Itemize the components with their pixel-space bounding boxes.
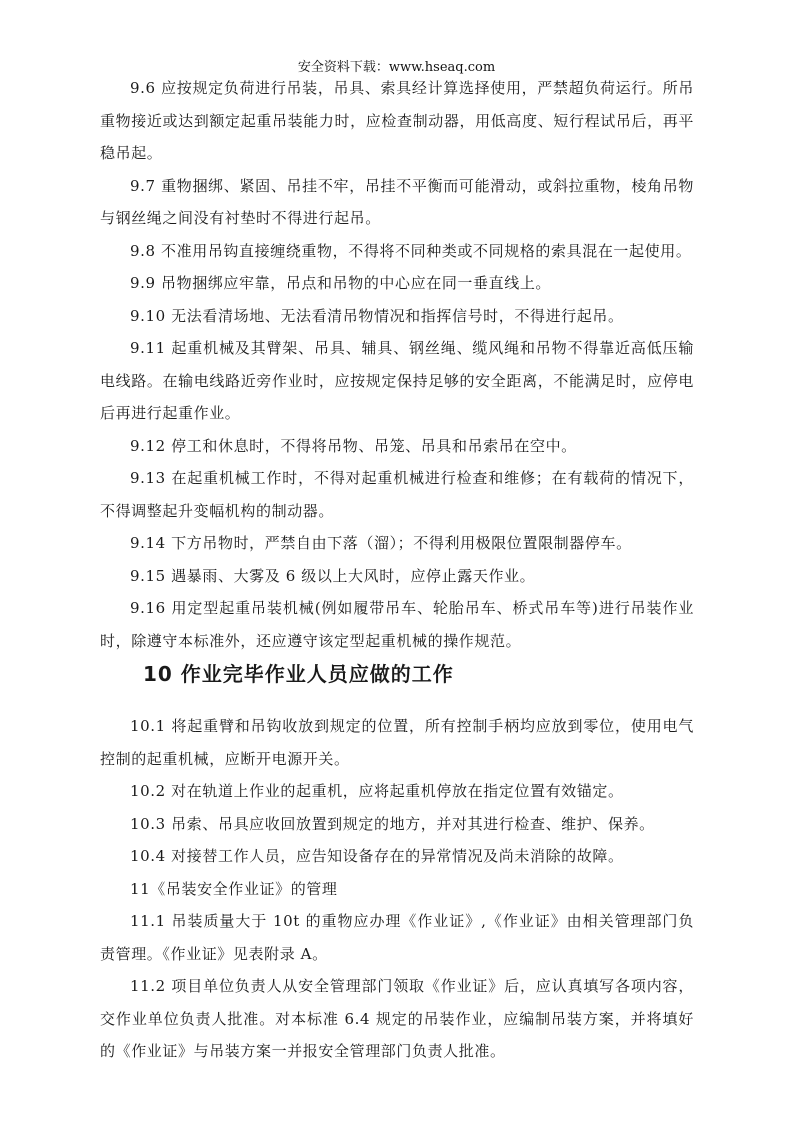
clause-9-14: 9.14 下方吊物时，严禁自由下落（溜）；不得利用极限位置限制器停车。	[130, 534, 632, 552]
page-header: 安全资料下载：www.hseaq.com	[297, 60, 496, 75]
clause-9-12: 9.12 停工和休息时，不得将吊物、吊笼、吊具和吊索吊在空中。	[130, 436, 577, 455]
clause-9-15: 9.15 遇暴雨、大雾及 6 级以上大风时，应停止露天作业。	[130, 566, 536, 585]
clause-9-6: 9.6 应按规定负荷进行吊装，吊具、索具经计算选择使用，严禁超负荷运行。所吊重物接近或达到额定起重吊装能力时，应检查制动器，用低高度、短行程试吊后，再平稳吊起。	[100, 79, 694, 162]
clause-9-16: 9.16 用定型起重吊装机械(例如履带吊车、轮胎吊车、桥式吊车等)进行吊装作业时，除遵守本标准外，还应遵守该定型起重机械的操作规范。	[100, 599, 694, 650]
section-11-heading: 11《吊装安全作业证》的管理	[130, 879, 338, 898]
clause-10-3: 10.3 吊索、吊具应收回放置到规定的地方，并对其进行检查、维护、保养。	[130, 814, 655, 833]
section-10-title: 10 作业完毕作业人员应做的工作	[143, 662, 454, 686]
clause-11-1: 11.1 吊装质量大于 10t 的重物应办理《作业证》,《作业证》由相关管理部门负责管理。《作业证》见表附录 A。	[100, 912, 694, 963]
clause-10-1: 10.1 将起重臂和吊钩收放到规定的位置，所有控制手柄均应放到零位，使用电气控制的起重机械，应断开电源开关。	[100, 717, 694, 768]
clause-9-13: 9.13 在起重机械工作时，不得对起重机械进行检查和维修；在有载荷的情况下，不得调整起升变幅机构的制动器。	[100, 469, 694, 520]
clause-10-2: 10.2 对在轨道上作业的起重机，应将起重机停放在指定位置有效锚定。	[130, 782, 624, 800]
clause-11-2: 11.2 项目单位负责人从安全管理部门领取《作业证》后，应认真填写各项内容，交作业单位负责人批准。对本标准 6.4 规定的吊装作业，应编制吊装方案，并将填好的《作业证》与吊装方案一并报安全管理部门负责人批准。	[100, 977, 694, 1060]
clause-9-10: 9.10 无法看清场地、无法看清吊物情况和指挥信号时，不得进行起吊。	[130, 306, 624, 325]
clause-10-4: 10.4 对接替工作人员，应告知设备存在的异常情况及尚未消除的故障。	[130, 847, 624, 865]
section-10-11-clauses	[100, 710, 694, 1068]
clause-9-9: 9.9 吊物捆绑应牢靠，吊点和吊物的中心应在同一垂直线上。	[130, 274, 552, 292]
clause-9-11: 9.11 起重机械及其臂架、吊具、辅具、钢丝绳、缆风绳和吊物不得靠近高低压输电线路。在输电线路近旁作业时，应按规定保持足够的安全距离，不能满足时，应停电后再进行起重作业。	[100, 339, 694, 422]
clause-9-7: 9.7 重物捆绑、紧固、吊挂不牢，吊挂不平衡而可能滑动，或斜拉重物，棱角吊物与钢丝绳之间没有衬垫时不得进行起吊。	[100, 176, 694, 227]
section-9-clauses	[100, 72, 694, 657]
clause-9-8: 9.8 不准用吊钩直接缠绕重物，不得将不同种类或不同规格的索具混在一起使用。	[130, 241, 692, 260]
